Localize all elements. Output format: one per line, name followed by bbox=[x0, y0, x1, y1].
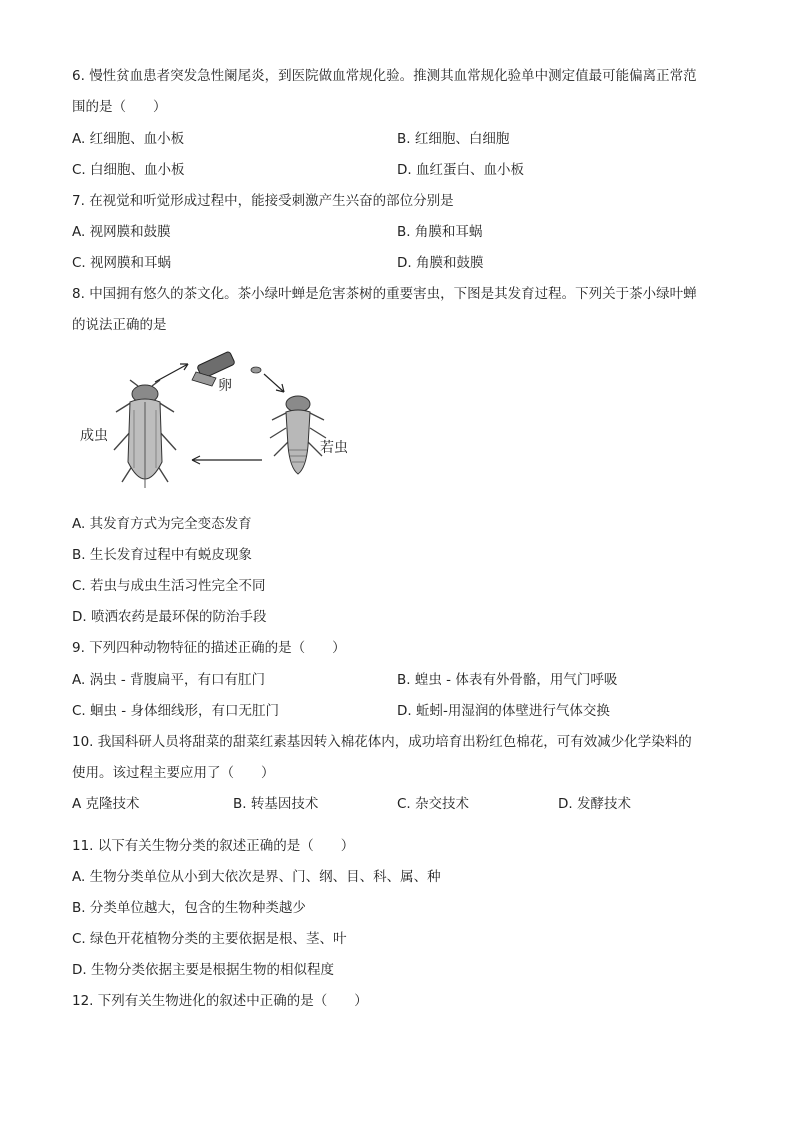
option-text: 红细胞、白细胞 bbox=[414, 131, 510, 147]
q6-stem-text: 慢性贫血患者突发急性阑尾炎，到医院做血常规化验。推测其血常规化验单中测定值最可能偏离正常范 bbox=[89, 68, 697, 84]
arrow-nymph-to-adult bbox=[192, 456, 262, 464]
q10-option-d[interactable] bbox=[558, 795, 631, 813]
q7-option-c[interactable] bbox=[72, 254, 171, 272]
option-label: C. bbox=[72, 931, 86, 947]
q6-option-a[interactable] bbox=[72, 130, 184, 148]
option-label: B. bbox=[397, 224, 411, 240]
option-label: A. bbox=[72, 869, 86, 885]
q11-option-a[interactable] bbox=[72, 868, 441, 886]
q9-option-d[interactable] bbox=[397, 702, 610, 720]
q10-option-a[interactable] bbox=[72, 795, 140, 813]
q7-option-a[interactable] bbox=[72, 223, 171, 241]
option-label: D. bbox=[72, 609, 87, 625]
q10-option-c[interactable] bbox=[397, 795, 469, 813]
q9-option-a[interactable] bbox=[72, 671, 265, 689]
q6-stem-line-2: 围的是（ ） bbox=[72, 99, 167, 115]
q10-option-b[interactable] bbox=[233, 795, 318, 813]
q8-stem-text: 中国拥有悠久的茶文化。茶小绿叶蝉是危害茶树的重要害虫，下图是其发育过程。下列关于茶小绿叶蝉 bbox=[89, 286, 697, 302]
q12-stem-line-1 bbox=[72, 992, 368, 1010]
q7-stem-text: 在视觉和听觉形成过程中，能接受刺激产生兴奋的部位分别是 bbox=[89, 193, 454, 209]
option-text: 杂交技术 bbox=[415, 796, 470, 812]
option-label: D. bbox=[558, 796, 573, 812]
q9-option-b[interactable] bbox=[397, 671, 617, 689]
option-text: 若虫与成虫生活习性完全不同 bbox=[90, 578, 266, 594]
option-text: 克隆技术 bbox=[85, 796, 140, 812]
option-text: 分类单位越大，包含的生物种类越少 bbox=[89, 900, 306, 916]
q8-number: 8. bbox=[72, 286, 85, 302]
option-text: 生长发育过程中有蜕皮现象 bbox=[89, 547, 252, 563]
arrow-adult-to-egg bbox=[155, 364, 188, 382]
q7-option-b[interactable] bbox=[397, 223, 482, 241]
q9-option-c[interactable] bbox=[72, 702, 279, 720]
option-label: A bbox=[72, 796, 82, 812]
option-label: A. bbox=[72, 224, 86, 240]
option-label: C. bbox=[72, 162, 86, 178]
option-text: 生物分类单位从小到大依次是界、门、纲、目、科、属、种 bbox=[89, 869, 441, 885]
q11-option-b[interactable] bbox=[72, 899, 306, 917]
option-text: 角膜和鼓膜 bbox=[415, 255, 484, 271]
option-label: C. bbox=[72, 578, 86, 594]
q7-number: 7. bbox=[72, 193, 85, 209]
arrow-egg-to-nymph bbox=[264, 374, 284, 392]
option-label: A. bbox=[72, 516, 86, 532]
q10-stem-text: 我国科研人员将甜菜的甜菜红素基因转入棉花体内，成功培育出粉红色棉花，可有效减少化学染料的 bbox=[97, 734, 692, 750]
q8-option-d[interactable] bbox=[72, 608, 266, 626]
q8-option-a[interactable] bbox=[72, 515, 252, 533]
option-text: 视网膜和鼓膜 bbox=[89, 224, 171, 240]
option-text: 发酵技术 bbox=[576, 796, 631, 812]
option-label: B. bbox=[397, 672, 411, 688]
q11-option-d[interactable] bbox=[72, 961, 334, 979]
q6-option-d[interactable] bbox=[397, 161, 524, 179]
q8-option-c[interactable] bbox=[72, 577, 266, 595]
option-label: D. bbox=[397, 255, 412, 271]
q11-number: 11. bbox=[72, 838, 94, 854]
q6-stem-line-1 bbox=[72, 67, 697, 85]
option-label: A. bbox=[72, 672, 86, 688]
nymph-insect-illustration bbox=[270, 396, 326, 474]
option-label: D. bbox=[397, 162, 412, 178]
q7-stem-line-1 bbox=[72, 192, 454, 210]
adult-insect-illustration bbox=[114, 380, 176, 488]
option-label: D. bbox=[72, 962, 87, 978]
option-text: 绿色开花植物分类的主要依据是根、茎、叶 bbox=[90, 931, 347, 947]
q7-option-d[interactable] bbox=[397, 254, 483, 272]
option-label: C. bbox=[397, 796, 411, 812]
option-text: 蝗虫 - 体表有外骨骼，用气门呼吸 bbox=[414, 672, 618, 688]
option-label: B. bbox=[397, 131, 411, 147]
option-label: D. bbox=[397, 703, 412, 719]
nymph-label: 若虫 bbox=[320, 440, 348, 456]
option-text: 生物分类依据主要是根据生物的相似程度 bbox=[90, 962, 334, 978]
option-text: 蛔虫 - 身体细线形，有口无肛门 bbox=[90, 703, 279, 719]
q8-option-b[interactable] bbox=[72, 546, 252, 564]
q12-number: 12. bbox=[72, 993, 94, 1009]
option-text: 视网膜和耳蜗 bbox=[90, 255, 172, 271]
egg-label: 卵 bbox=[218, 378, 232, 394]
option-label: B. bbox=[233, 796, 247, 812]
q6-option-c[interactable] bbox=[72, 161, 185, 179]
q11-stem-line-1 bbox=[72, 837, 354, 855]
q10-stem-line-1 bbox=[72, 733, 692, 751]
option-text: 角膜和耳蜗 bbox=[414, 224, 483, 240]
leafhopper-life-cycle-figure bbox=[70, 350, 370, 500]
q6-number: 6. bbox=[72, 68, 85, 84]
q8-stem-line-2: 的说法正确的是 bbox=[72, 317, 167, 333]
q12-stem-text: 下列有关生物进化的叙述中正确的是（ ） bbox=[97, 993, 368, 1009]
q11-stem-text: 以下有关生物分类的叙述正确的是（ ） bbox=[97, 838, 355, 854]
adult-label: 成虫 bbox=[80, 428, 108, 444]
q10-number: 10. bbox=[72, 734, 94, 750]
option-text: 红细胞、血小板 bbox=[89, 131, 185, 147]
option-text: 蚯蚓-用湿润的体壁进行气体交换 bbox=[415, 703, 610, 719]
q6-option-b[interactable] bbox=[397, 130, 509, 148]
option-label: C. bbox=[72, 255, 86, 271]
option-text: 喷洒农药是最环保的防治手段 bbox=[90, 609, 267, 625]
option-text: 涡虫 - 背腹扁平，有口有肛门 bbox=[89, 672, 266, 688]
option-text: 血红蛋白、血小板 bbox=[415, 162, 524, 178]
option-label: B. bbox=[72, 900, 86, 916]
q9-stem-text: 下列四种动物特征的描述正确的是（ ） bbox=[89, 640, 346, 656]
q11-option-c[interactable] bbox=[72, 930, 347, 948]
q8-stem-line-1 bbox=[72, 285, 697, 303]
option-label: C. bbox=[72, 703, 86, 719]
option-text: 白细胞、血小板 bbox=[90, 162, 185, 178]
q10-stem-line-2: 使用。该过程主要应用了（ ） bbox=[72, 765, 275, 781]
q9-number: 9. bbox=[72, 640, 85, 656]
option-label: A. bbox=[72, 131, 86, 147]
option-label: B. bbox=[72, 547, 86, 563]
option-text: 其发育方式为完全变态发育 bbox=[89, 516, 252, 532]
q9-stem-line-1 bbox=[72, 639, 346, 657]
option-text: 转基因技术 bbox=[250, 796, 319, 812]
